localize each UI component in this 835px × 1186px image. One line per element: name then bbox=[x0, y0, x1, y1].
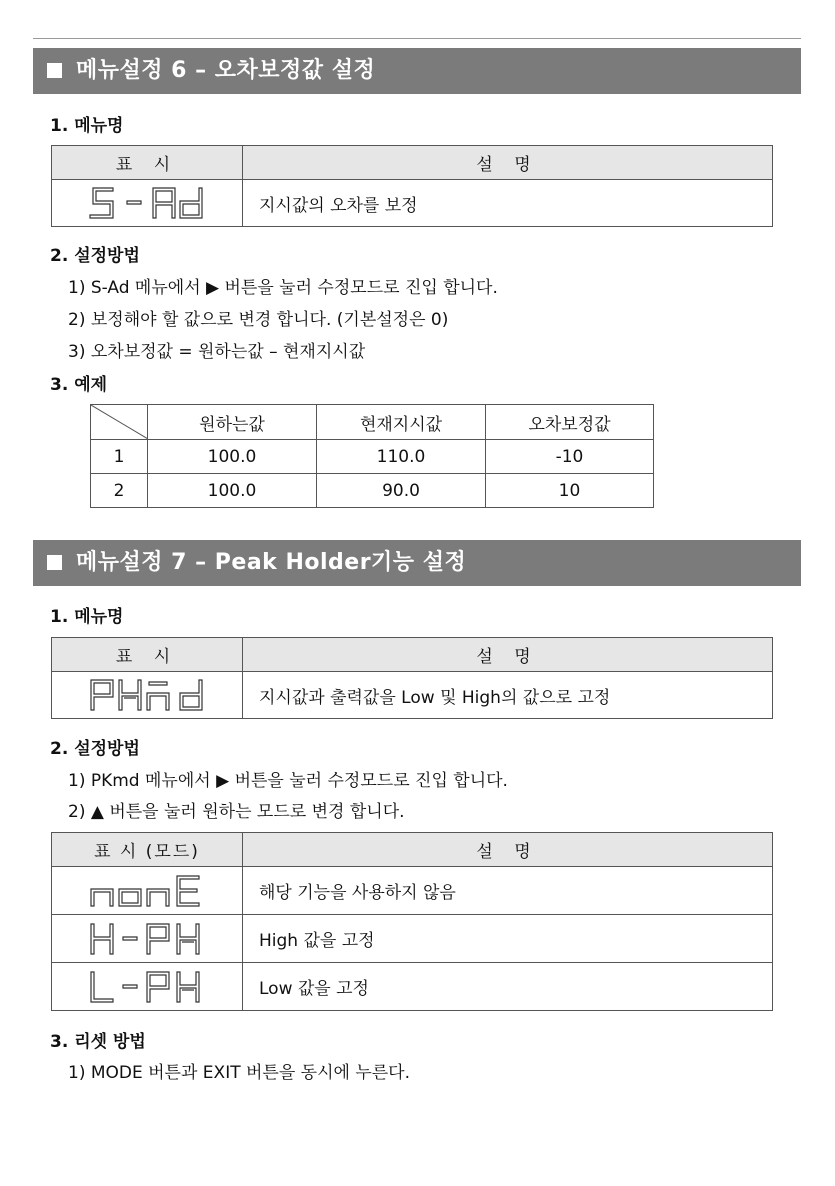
menu-name-table bbox=[51, 145, 773, 227]
example-heading: 3. 예제 bbox=[50, 375, 108, 395]
mode-desc: Low 값을 고정 bbox=[243, 963, 773, 1011]
menu-name-table bbox=[51, 637, 773, 719]
diagonal-line bbox=[91, 405, 148, 439]
table-row: 1 100.0 110.0 -10 bbox=[91, 440, 654, 474]
section-banner-6 bbox=[33, 48, 801, 94]
method-heading: 2. 설정방법 bbox=[50, 246, 140, 266]
square-bullet-icon bbox=[47, 63, 62, 78]
step-2: 2) ▲ 버튼을 눌러 원하는 모드로 변경 합니다. bbox=[68, 802, 405, 822]
menu-name-heading: 1. 메뉴명 bbox=[50, 607, 124, 627]
section-title: 메뉴설정 6 – 오차보정값 설정 bbox=[76, 58, 376, 83]
step-3: 3) 오차보정값 = 원하는값 – 현재지시값 bbox=[68, 342, 366, 362]
mode-table bbox=[51, 832, 773, 1011]
segment-display-pkmd bbox=[52, 672, 243, 719]
top-rule bbox=[33, 38, 801, 39]
segment-display-none bbox=[52, 867, 243, 915]
right-triangle-icon: ▶ bbox=[216, 771, 230, 791]
col-desc-header: 설 명 bbox=[243, 833, 773, 867]
mode-desc: 해당 기능을 사용하지 않음 bbox=[243, 867, 773, 915]
up-triangle-icon: ▲ bbox=[90, 802, 104, 822]
menu-name-heading: 1. 메뉴명 bbox=[50, 116, 124, 136]
step-2: 2) 보정해야 할 값으로 변경 합니다. (기본설정은 0) bbox=[68, 310, 449, 330]
table-row: 2 100.0 90.0 10 bbox=[91, 474, 654, 508]
col-display-header: 표 시 bbox=[52, 638, 243, 672]
reset-heading: 3. 리셋 방법 bbox=[50, 1032, 146, 1052]
col-desc-header: 설 명 bbox=[243, 146, 773, 180]
col-desc-header: 설 명 bbox=[243, 638, 773, 672]
diagonal-corner-cell bbox=[91, 405, 148, 440]
col-display-header: 표 시 bbox=[52, 146, 243, 180]
menu-desc: 지시값의 오차를 보정 bbox=[243, 180, 773, 227]
square-bullet-icon bbox=[47, 555, 62, 570]
section-banner-7 bbox=[33, 540, 801, 586]
section-title: 메뉴설정 7 – Peak Holder기능 설정 bbox=[76, 550, 467, 575]
reset-step-1: 1) MODE 버튼과 EXIT 버튼을 동시에 누른다. bbox=[68, 1063, 411, 1083]
example-table bbox=[90, 404, 654, 508]
menu-desc: 지시값과 출력값을 Low 및 High의 값으로 고정 bbox=[243, 672, 773, 719]
step-1: 1) PKmd 메뉴에서 ▶ 버튼을 눌러 수정모드로 진입 합니다. bbox=[68, 771, 508, 791]
segment-display-s-ad bbox=[52, 180, 243, 227]
segment-display-l-pk bbox=[52, 963, 243, 1011]
right-triangle-icon: ▶ bbox=[206, 278, 220, 298]
table-row bbox=[52, 963, 773, 1011]
col-display-header: 표 시 (모드) bbox=[52, 833, 243, 867]
mode-desc: High 값을 고정 bbox=[243, 915, 773, 963]
segment-display-h-pk bbox=[52, 915, 243, 963]
header-desired: 원하는값 bbox=[148, 405, 317, 440]
table-row bbox=[52, 915, 773, 963]
header-current: 현재지시값 bbox=[317, 405, 486, 440]
table-row bbox=[52, 867, 773, 915]
step-1: 1) S-Ad 메뉴에서 ▶ 버튼을 눌러 수정모드로 진입 합니다. bbox=[68, 278, 498, 298]
header-correction: 오차보정값 bbox=[486, 405, 654, 440]
method-heading: 2. 설정방법 bbox=[50, 739, 140, 759]
